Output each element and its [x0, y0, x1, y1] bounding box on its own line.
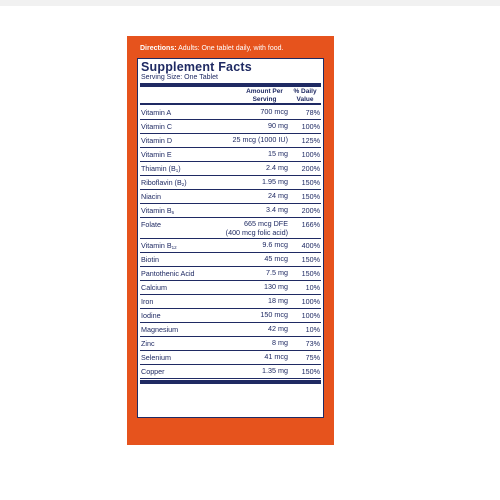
nutrient-amount: [208, 164, 288, 173]
nutrient-amount-text: 90 mg: [268, 121, 288, 130]
nutrient-name-text: Selenium: [141, 353, 171, 362]
nutrient-amount: [208, 311, 288, 320]
dv-header-line2: Value: [296, 95, 314, 103]
nutrient-subscript: 12: [171, 245, 177, 250]
nutrient-name: [141, 122, 172, 131]
nutrient-amount-text: 9.6 mcg: [262, 240, 288, 249]
nutrient-amount: [208, 255, 288, 264]
nutrient-name-text: Zinc: [141, 339, 155, 348]
nutrient-amount: [208, 220, 288, 237]
nutrient-daily-value: 100%: [301, 297, 320, 306]
nutrient-row: [140, 267, 321, 281]
nutrient-name: [141, 269, 195, 278]
nutrient-name-text: Folate: [141, 220, 161, 229]
nutrient-row: [140, 218, 321, 239]
nutrient-daily-value: 150%: [301, 269, 320, 278]
nutrient-amount: [208, 241, 288, 250]
daily-value-header: [288, 88, 322, 103]
nutrient-name: [141, 283, 167, 292]
dv-header-line1: % Daily: [293, 88, 317, 95]
nutrient-name-text: Vitamin D: [141, 136, 173, 145]
nutrient-daily-value: 75%: [305, 353, 320, 362]
nutrient-amount-text: 15 mg: [268, 149, 288, 158]
nutrient-amount-text: 41 mcg: [264, 352, 288, 361]
nutrient-row: [140, 120, 321, 134]
nutrient-name: [141, 339, 155, 348]
nutrient-name-text: Copper: [141, 367, 165, 376]
nutrient-row: [140, 204, 321, 218]
nutrient-name-text: Biotin: [141, 255, 159, 264]
nutrient-amount: [208, 206, 288, 215]
top-bar: [0, 0, 500, 6]
amount-header: [238, 88, 291, 103]
nutrient-name-text: Vitamin E: [141, 150, 172, 159]
nutrient-row: [140, 190, 321, 204]
nutrient-daily-value: 200%: [301, 164, 320, 173]
nutrient-daily-value: 150%: [301, 178, 320, 187]
nutrient-row: [140, 365, 321, 379]
nutrient-amount-text: 45 mcg: [264, 254, 288, 263]
nutrient-amount-text: 2.4 mg: [266, 163, 288, 172]
serving-size: Serving Size: One Tablet: [141, 74, 218, 81]
nutrient-row: [140, 162, 321, 176]
nutrient-amount-text: 665 mcg DFE: [244, 219, 288, 228]
nutrient-daily-value: 150%: [301, 255, 320, 264]
nutrient-row: [140, 148, 321, 162]
nutrient-name: [141, 150, 172, 159]
nutrient-name: [141, 178, 187, 187]
nutrient-name: [141, 220, 161, 229]
nutrient-name-suffix: ): [184, 178, 187, 187]
thick-divider: [140, 83, 321, 87]
nutrient-amount: [208, 269, 288, 278]
nutrient-name-text: Iron: [141, 297, 154, 306]
nutrient-daily-value: 78%: [305, 108, 320, 117]
nutrient-amount-detail: (400 mcg folic acid): [225, 227, 288, 237]
nutrient-amount-text: 7.5 mg: [266, 268, 288, 277]
nutrient-name-suffix: ): [178, 164, 181, 173]
nutrient-name: [141, 255, 159, 264]
nutrient-amount: [208, 108, 288, 117]
supplement-facts-panel: [137, 58, 324, 418]
nutrient-name-text: Vitamin C: [141, 122, 173, 131]
amount-header-line1: Amount Per: [246, 88, 283, 95]
nutrient-amount: [208, 192, 288, 201]
nutrient-amount-text: 150 mcg: [260, 310, 288, 319]
nutrient-name: [141, 311, 161, 320]
nutrient-rows: [140, 106, 321, 379]
nutrient-name-text: Vitamin B: [141, 241, 172, 250]
nutrient-name-text: Niacin: [141, 192, 161, 201]
label-panel: [127, 36, 334, 445]
nutrient-daily-value: 100%: [301, 122, 320, 131]
nutrient-daily-value: 100%: [301, 311, 320, 320]
nutrient-amount-text: 130 mg: [264, 282, 288, 291]
nutrient-amount: [208, 178, 288, 187]
nutrient-row: [140, 106, 321, 120]
nutrient-daily-value: 400%: [301, 241, 320, 250]
directions-text: [140, 45, 283, 52]
directions-label: Directions:: [140, 45, 177, 52]
bottom-thick-divider: [140, 380, 321, 384]
nutrient-row: [140, 351, 321, 365]
nutrient-amount: [208, 297, 288, 306]
facts-title: Supplement Facts: [141, 60, 252, 74]
nutrient-daily-value: 100%: [301, 150, 320, 159]
nutrient-daily-value: 73%: [305, 339, 320, 348]
nutrient-name-text: Vitamin B: [141, 206, 172, 215]
nutrient-row: [140, 134, 321, 148]
nutrient-row: [140, 295, 321, 309]
nutrient-amount: [208, 283, 288, 292]
nutrient-name: [141, 136, 172, 145]
nutrient-amount-text: 25 mcg (1000 IU): [232, 135, 288, 144]
nutrient-amount-text: 3.4 mg: [266, 205, 288, 214]
nutrient-amount-text: 700 mcg: [260, 107, 288, 116]
nutrient-row: [140, 253, 321, 267]
nutrient-amount: [208, 339, 288, 348]
nutrient-amount: [208, 353, 288, 362]
nutrient-name: [141, 325, 178, 334]
nutrient-amount: [208, 122, 288, 131]
nutrient-daily-value: 10%: [305, 325, 320, 334]
nutrient-name: [141, 353, 171, 362]
nutrient-daily-value: 166%: [301, 220, 320, 229]
nutrient-amount: [208, 325, 288, 334]
nutrient-name-text: Vitamin A: [141, 108, 172, 117]
nutrient-amount-text: 18 mg: [268, 296, 288, 305]
nutrient-name: [141, 241, 177, 250]
nutrient-name-text: Iodine: [141, 311, 161, 320]
nutrient-name-text: Calcium: [141, 283, 167, 292]
nutrient-row: [140, 323, 321, 337]
nutrient-name-text: Thiamin (B: [141, 164, 176, 173]
nutrient-name-text: Pantothenic Acid: [141, 269, 195, 278]
nutrient-amount: [208, 136, 288, 145]
header-divider: [140, 103, 321, 105]
nutrient-amount: [208, 150, 288, 159]
nutrient-name: [141, 206, 174, 215]
nutrient-amount-text: 8 mg: [272, 338, 288, 347]
nutrient-daily-value: 10%: [305, 283, 320, 292]
nutrient-row: [140, 281, 321, 295]
nutrient-subscript: 1: [175, 168, 179, 173]
nutrient-daily-value: 150%: [301, 192, 320, 201]
nutrient-amount: [208, 367, 288, 376]
nutrient-name-text: Magnesium: [141, 325, 179, 334]
nutrient-daily-value: 125%: [301, 136, 320, 145]
nutrient-row: [140, 309, 321, 323]
nutrient-subscript: 6: [171, 210, 175, 215]
nutrient-name: [141, 164, 181, 173]
nutrient-name: [141, 108, 171, 117]
nutrient-amount-text: 42 mg: [268, 324, 288, 333]
nutrient-daily-value: 200%: [301, 206, 320, 215]
nutrient-name: [141, 297, 153, 306]
nutrient-amount-text: 24 mg: [268, 191, 288, 200]
nutrient-row: [140, 239, 321, 253]
nutrient-name-text: Riboflavin (B: [141, 178, 182, 187]
nutrient-amount-text: 1.95 mg: [262, 177, 288, 186]
directions-instructions: Adults: One tablet daily, with food.: [178, 45, 284, 52]
nutrient-row: [140, 176, 321, 190]
nutrient-row: [140, 337, 321, 351]
nutrient-name: [141, 192, 161, 201]
nutrient-amount-text: 1.35 mg: [262, 366, 288, 375]
nutrient-daily-value: 150%: [301, 367, 320, 376]
amount-header-line2: Serving: [252, 95, 277, 103]
nutrient-name: [141, 367, 165, 376]
nutrient-subscript: 2: [181, 182, 185, 187]
